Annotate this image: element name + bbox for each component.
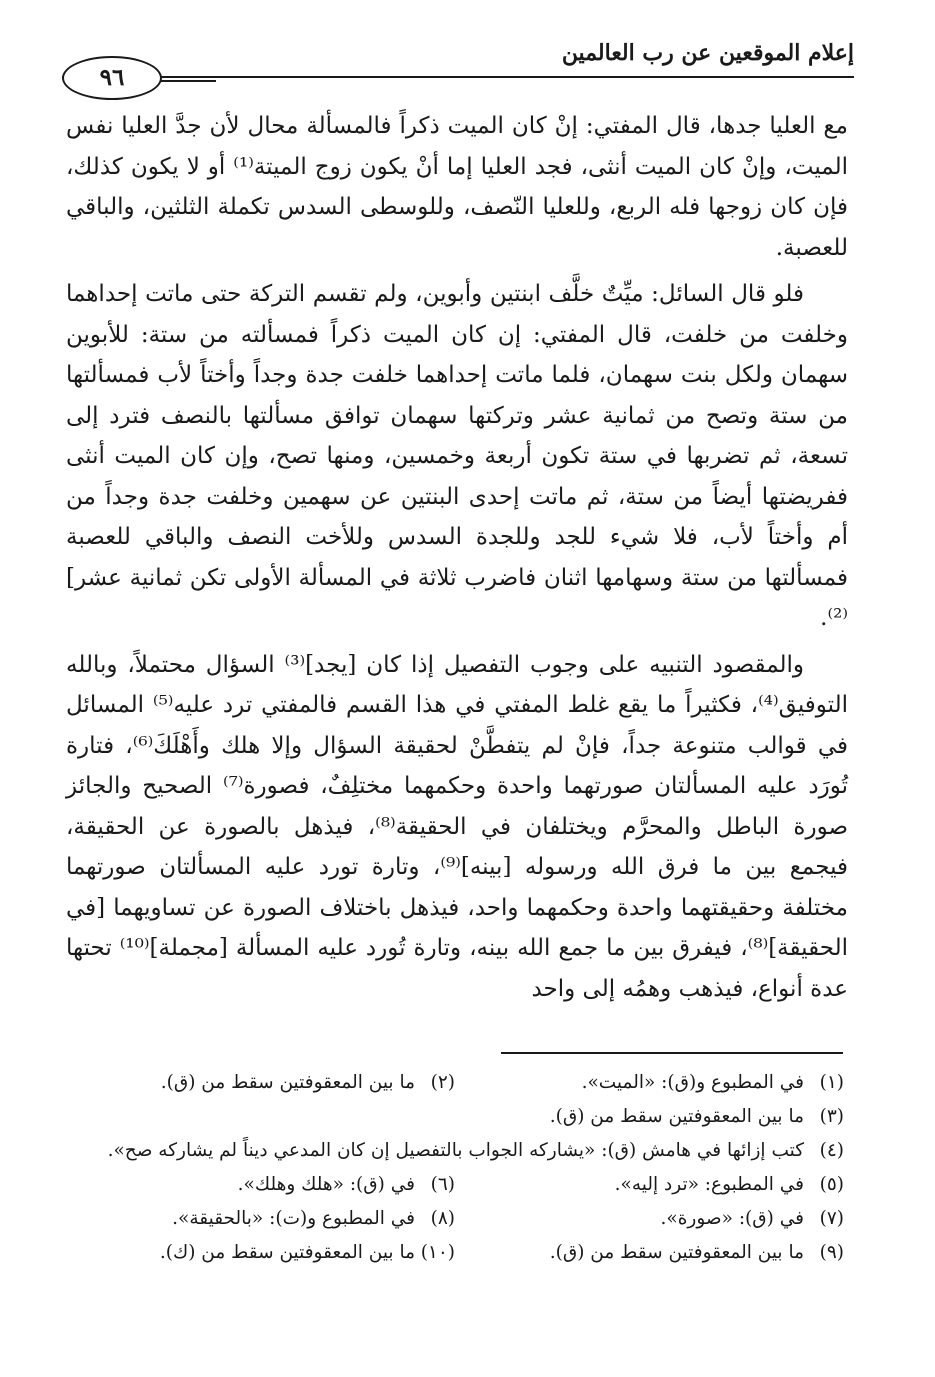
footnote-row: [66, 1236, 844, 1270]
footnote-text: في المطبوع و(ت): «بالحقيقة».: [172, 1208, 415, 1229]
footnote-number: (١): [819, 1072, 844, 1093]
footnote-number: (٣): [819, 1106, 844, 1127]
page-header: [62, 36, 854, 96]
footnote-text: في المطبوع و(ق): «الميت».: [581, 1072, 804, 1093]
footnote-row: [66, 1066, 844, 1100]
footnote: [455, 1236, 844, 1270]
footnote: [66, 1202, 455, 1236]
footnote-number: (٤): [819, 1140, 844, 1161]
footnote-row: [66, 1100, 844, 1134]
body-paragraph: فلو قال السائل: ميِّتٌ خلَّف ابنتين وأبوين، ولم تقسم التركة حتى ماتت إحداهما وخلفت من خلفت، قال المفتي: إن كان الميت ذكراً فمسألته من ستة: للأبوين سهمان ولكل بنت سهمان، فلما ماتت إحداهما خلفت جدة وجداً وأختاً لأب فمسألتها من ستة وتصح من ثمانية عشر وتركتها سهمان توافق مسألتها بالنصف فترد إلى تسعة، ثم تضربها في ستة تكون أربعة وخمسين، ومنها تصح، وإن كان الميت أنثى ففريضتها أيضاً من ستة، ثم ماتت إحدى البنتين عن سهمين وخلفت جدة وجداً من أم وأختاً لأب، فلا شيء للجد وللجدة السدس وللأخت النصف والباقي للعصبة فمسألتها من ستة وسهامها اثنان فاضرب ثلاثة في المسألة الأولى تكن ثمانية عشر]⁽²⁾.: [66, 281, 848, 631]
footnote: [66, 1236, 455, 1270]
footnote-number: (٩): [819, 1242, 844, 1263]
footnote-text: في (ق): «صورة».: [660, 1208, 804, 1229]
footnote: [455, 1066, 844, 1100]
footnote: [455, 1168, 844, 1202]
footnote: [455, 1202, 844, 1236]
footnote-text: ما بين المعقوفتين سقط من (ق).: [549, 1242, 804, 1263]
footnote-number: (١٠): [420, 1242, 455, 1263]
footnotes: [66, 1066, 844, 1270]
footnote: [66, 1168, 455, 1202]
footnote-text: كتب إزائها في هامش (ق): «يشاركه الجواب بالتفصيل إن كان المدعي ديناً لم يشاركه صح».: [107, 1140, 804, 1161]
header-rule-tail: [156, 80, 216, 82]
footnote-text: ما بين المعقوفتين سقط من (ك).: [159, 1242, 415, 1263]
footnote-row: [66, 1202, 844, 1236]
body-text: [66, 106, 848, 1009]
header-rule: [62, 76, 854, 78]
footnote-text: ما بين المعقوفتين سقط من (ق).: [549, 1106, 804, 1127]
footnote: [66, 1066, 455, 1100]
footnote-number: (٦): [430, 1174, 455, 1195]
page-number: ٩٦: [62, 56, 162, 100]
footnote-separator: [501, 1052, 843, 1054]
footnote-row: [66, 1168, 844, 1202]
footnote-number: (٢): [430, 1072, 455, 1093]
footnote-text: ما بين المعقوفتين سقط من (ق).: [160, 1072, 415, 1093]
footnote-text: في (ق): «هلك وهلك».: [237, 1174, 415, 1195]
footnote-row: [66, 1134, 844, 1168]
running-title: إعلام الموقعين عن رب العالمين: [561, 40, 854, 66]
footnote-text: في المطبوع: «ترد إليه».: [614, 1174, 804, 1195]
footnote: [66, 1134, 844, 1168]
footnote-number: (٧): [819, 1208, 844, 1229]
body-paragraph: مع العليا جدها، قال المفتي: إنْ كان الميت ذكراً فالمسألة محال لأن جدَّ العليا نفس الميت، وإنْ كان الميت أنثى، فجد العليا إما أنْ يكون زوج الميتة⁽¹⁾ أو لا يكون كذلك، فإن كان زوجها فله الربع، وللعليا النّصف، وللوسطى السدس تكملة الثلثين، والباقي للعصبة.: [66, 113, 848, 261]
body-paragraph: والمقصود التنبيه على وجوب التفصيل إذا كان [يجد]⁽³⁾ السؤال محتملاً، وبالله التوفيق⁽⁴⁾، فكثيراً ما يقع غلط المفتي في هذا القسم فالمفتي ترد عليه⁽⁵⁾ المسائل في قوالب متنوعة جداً، فإنْ لم يتفطَّنْ لحقيقة السؤال وإلا هلك وأَهْلَكَ⁽⁶⁾، فتارة تُورَد عليه المسألتان صورتهما واحدة وحكمهما مختلِفٌ، فصورة⁽⁷⁾ الصحيح والجائز صورة الباطل والمحرَّم ويختلفان في الحقيقة⁽⁸⁾، فيذهل بالصورة عن الحقيقة، فيجمع بين ما فرق الله ورسوله [بينه]⁽⁹⁾، وتارة تورد عليه المسألتان صورتهما مختلفة وحقيقتهما واحدة وحكمهما واحد، فيذهل باختلاف الصورة عن تساويهما [في الحقيقة]⁽⁸⁾، فيفرق بين ما جمع الله بينه، وتارة تُورد عليه المسألة [مجملة]⁽¹⁰⁾ تحتها عدة أنواع، فيذهب وهمُه إلى واحد: [66, 651, 849, 1002]
footnote-number: (٥): [819, 1174, 844, 1195]
footnote-number: (٨): [430, 1208, 455, 1229]
footnote: [66, 1100, 844, 1134]
